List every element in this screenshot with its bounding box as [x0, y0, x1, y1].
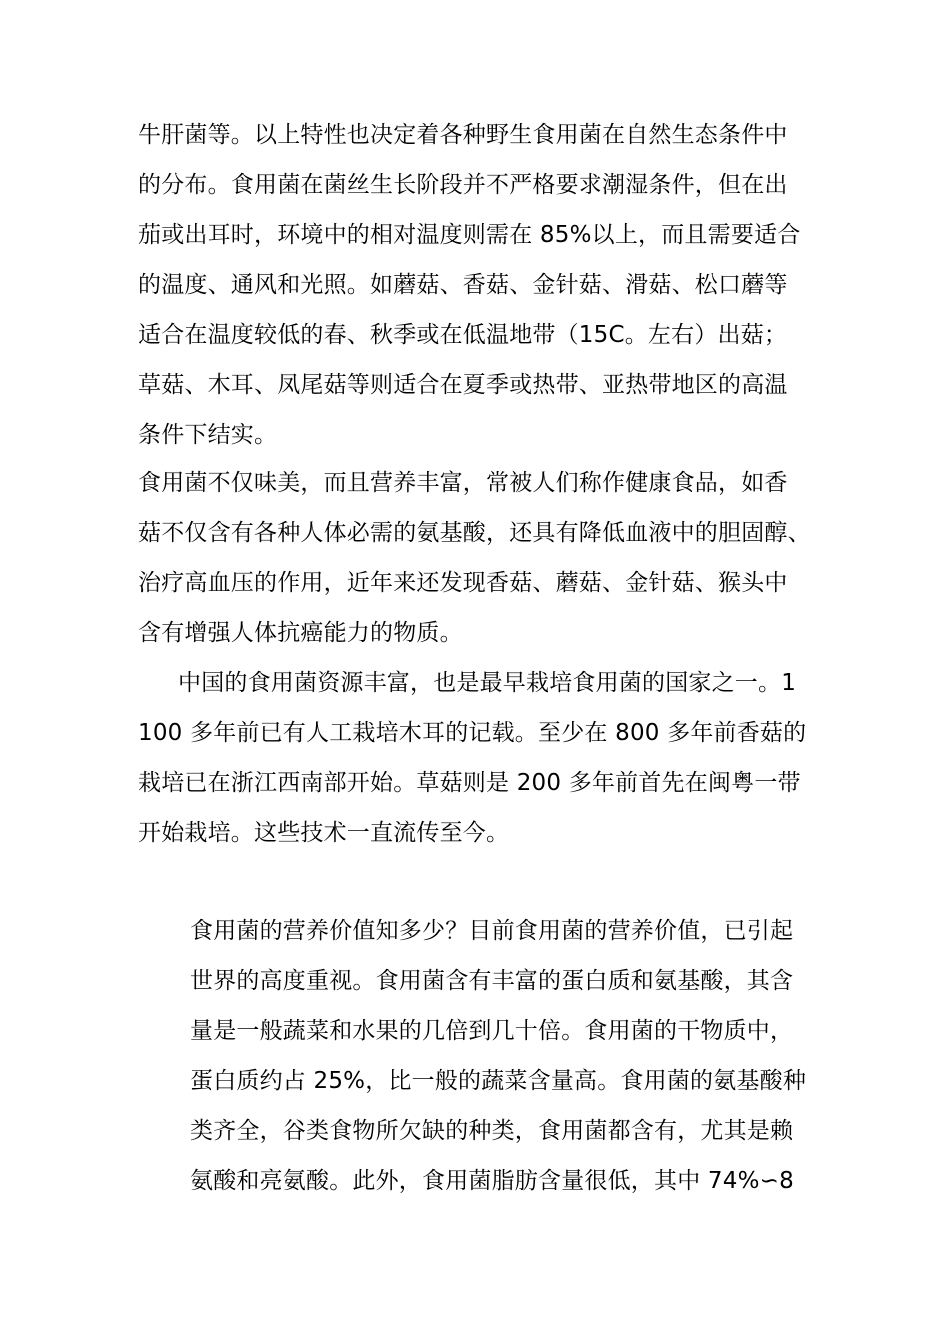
text-line: 蛋白质约占 25%，比一般的蔬菜含量高。食用菌的氨基酸种 [190, 1068, 807, 1094]
text-line: 食用菌的营养价值知多少？目前食用菌的营养价值，已引起 [190, 918, 794, 944]
text-line: 开始栽培。这些技术一直流传至今。 [138, 820, 510, 846]
text-line: 治疗高血压的作用，近年来还发现香菇、蘑菇、金针菇、猴头中 [138, 570, 788, 596]
text-line: 栽培已在浙江西南部开始。草菇则是 200 多年前首先在闽粤一带 [138, 770, 801, 796]
text-line: 类齐全，谷类食物所欠缺的种类，食用菌都含有，尤其是赖 [190, 1118, 794, 1144]
text-line: 牛肝菌等。以上特性也决定着各种野生食用菌在自然生态条件中 [138, 122, 788, 148]
text-line: 条件下结实。 [138, 422, 278, 448]
text-line: 草菇、木耳、凤尾菇等则适合在夏季或热带、亚热带地区的高温 [138, 372, 788, 398]
text-line: 量是一般蔬菜和水果的几倍到几十倍。食用菌的干物质中， [190, 1018, 794, 1044]
text-line: 含有增强人体抗癌能力的物质。 [138, 620, 463, 646]
text-line: 适合在温度较低的春、秋季或在低温地带（15C。左右）出菇； [138, 322, 788, 348]
text-line: 的分布。食用菌在菌丝生长阶段并不严格要求潮湿条件，但在出 [138, 172, 788, 198]
text-line: 中国的食用菌资源丰富，也是最早栽培食用菌的国家之一。1 [178, 670, 797, 696]
text-line: 的温度、通风和光照。如蘑菇、香菇、金针菇、滑菇、松口蘑等 [138, 272, 788, 298]
text-line: 食用菌不仅味美，而且营养丰富，常被人们称作健康食品，如香 [138, 470, 788, 496]
text-line: 菇不仅含有各种人体必需的氨基酸，还具有降低血液中的胆固醇、 [138, 520, 811, 546]
text-line: 世界的高度重视。食用菌含有丰富的蛋白质和氨基酸，其含 [190, 968, 794, 994]
text-line: 茄或出耳时，环境中的相对温度则需在 85%以上，而且需要适合 [138, 222, 801, 248]
text-line: 氨酸和亮氨酸。此外，食用菌脂肪含量很低，其中 74%∽8 [190, 1168, 794, 1194]
text-line: 100 多年前已有人工栽培木耳的记载。至少在 800 多年前香菇的 [138, 720, 807, 746]
